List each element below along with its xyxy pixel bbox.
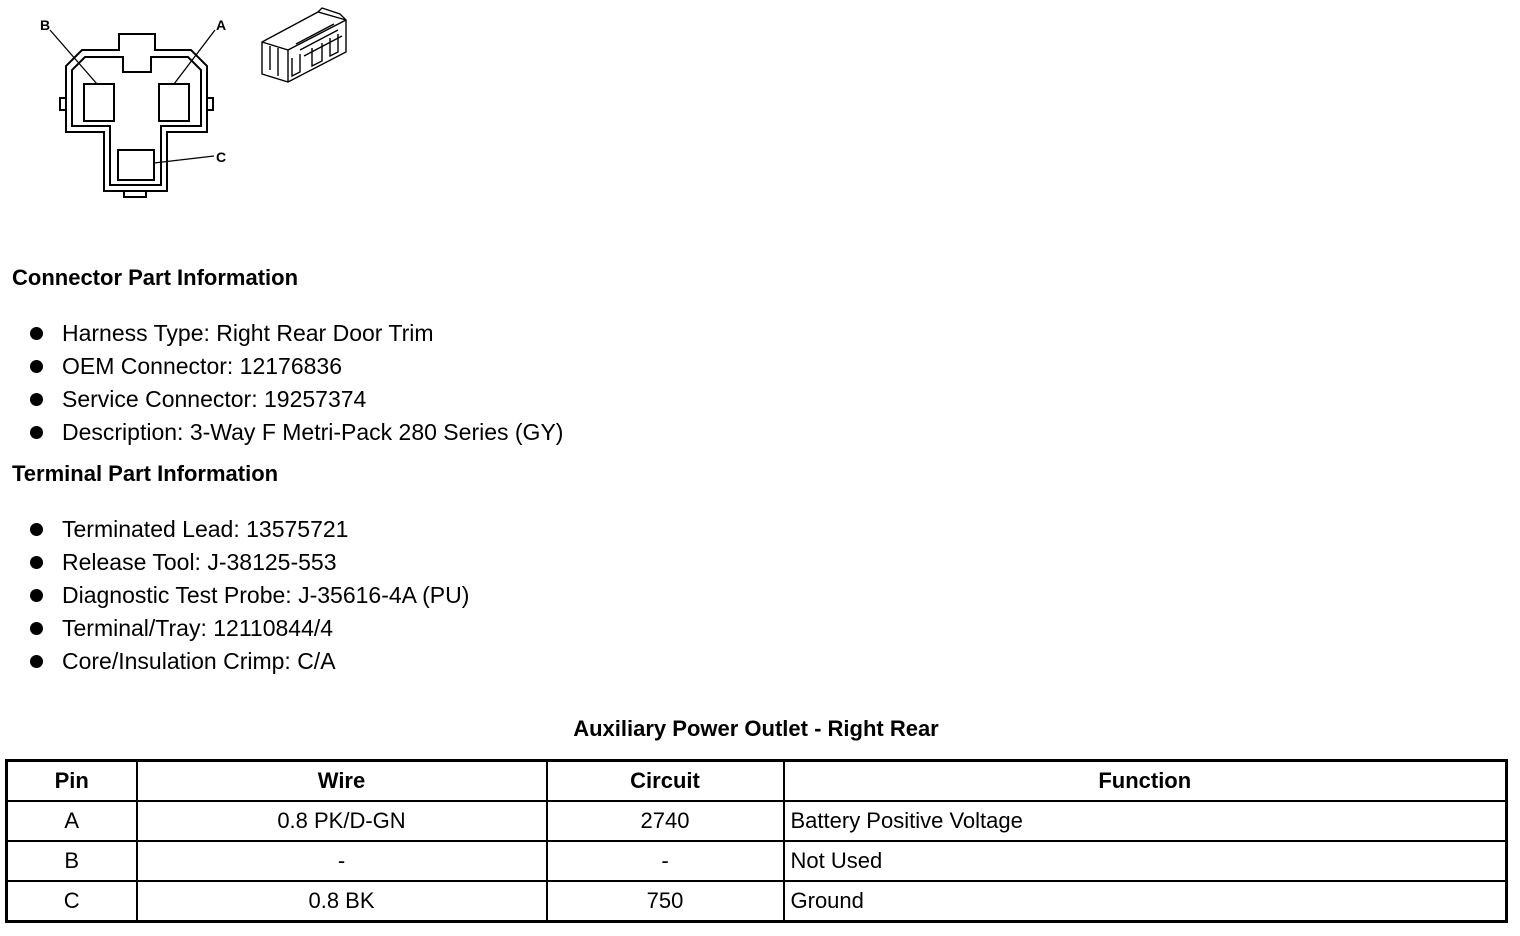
cell-circuit: 2740 — [547, 801, 784, 841]
list-item-text: Terminal/Tray: 12110844/4 — [62, 615, 334, 641]
pin-label-b: B — [40, 17, 51, 33]
table-header-row — [7, 761, 1507, 802]
column-header-function: Function — [784, 761, 1507, 802]
bullet-icon — [30, 327, 43, 340]
cell-wire: 0.8 PK/D-GN — [137, 801, 547, 841]
terminal-info-heading: Terminal Part Information — [12, 461, 279, 486]
cavity-a — [159, 84, 189, 121]
leader-line-c — [154, 156, 214, 163]
pin-label-a: A — [216, 17, 227, 33]
column-header-wire: Wire — [137, 761, 547, 802]
table-row — [7, 881, 1507, 922]
bullet-icon — [30, 393, 43, 406]
list-item-text: OEM Connector: 12176836 — [62, 353, 343, 379]
pin-label-c: C — [216, 149, 227, 165]
list-item-text: Service Connector: 19257374 — [62, 386, 367, 412]
list-item-text: Release Tool: J-38125-553 — [62, 549, 337, 575]
connector-diagram — [0, 0, 380, 210]
list-item — [28, 317, 563, 350]
pin-table — [5, 759, 1508, 923]
cell-pin: A — [7, 801, 137, 841]
bullet-icon — [30, 589, 43, 602]
cavity-c — [118, 150, 154, 180]
cell-circuit: 750 — [547, 881, 784, 922]
list-item-text: Diagnostic Test Probe: J-35616-4A (PU) — [62, 582, 470, 608]
column-header-circuit: Circuit — [547, 761, 784, 802]
cell-function: Battery Positive Voltage — [784, 801, 1507, 841]
list-item — [28, 513, 469, 546]
list-item — [28, 546, 469, 579]
connector-info-heading: Connector Part Information — [12, 265, 299, 290]
cell-function: Ground — [784, 881, 1507, 922]
list-item-text: Terminated Lead: 13575721 — [62, 516, 349, 542]
connector-info-list — [28, 317, 563, 449]
pin-table-title: Auxiliary Power Outlet - Right Rear — [573, 716, 939, 741]
cell-function: Not Used — [784, 841, 1507, 881]
column-header-pin: Pin — [7, 761, 137, 802]
list-item-text: Description: 3-Way F Metri-Pack 280 Series (GY) — [62, 419, 564, 445]
list-item-text: Core/Insulation Crimp: C/A — [62, 648, 336, 674]
bullet-icon — [30, 655, 43, 668]
table-row — [7, 801, 1507, 841]
cell-circuit: - — [547, 841, 784, 881]
cell-pin: C — [7, 881, 137, 922]
list-item — [28, 645, 469, 678]
list-item — [28, 383, 563, 416]
connector-3d-sketch — [262, 8, 346, 82]
list-item — [28, 579, 469, 612]
list-item — [28, 416, 563, 449]
bullet-icon — [30, 556, 43, 569]
table-row — [7, 841, 1507, 881]
bullet-icon — [30, 426, 43, 439]
bullet-icon — [30, 360, 43, 373]
cell-pin: B — [7, 841, 137, 881]
bullet-icon — [30, 622, 43, 635]
list-item-text: Harness Type: Right Rear Door Trim — [62, 320, 434, 346]
cell-wire: - — [137, 841, 547, 881]
cell-wire: 0.8 BK — [137, 881, 547, 922]
terminal-info-list — [28, 513, 469, 678]
list-item — [28, 350, 563, 383]
cavity-b — [84, 84, 114, 121]
bullet-icon — [30, 523, 43, 536]
list-item — [28, 612, 469, 645]
